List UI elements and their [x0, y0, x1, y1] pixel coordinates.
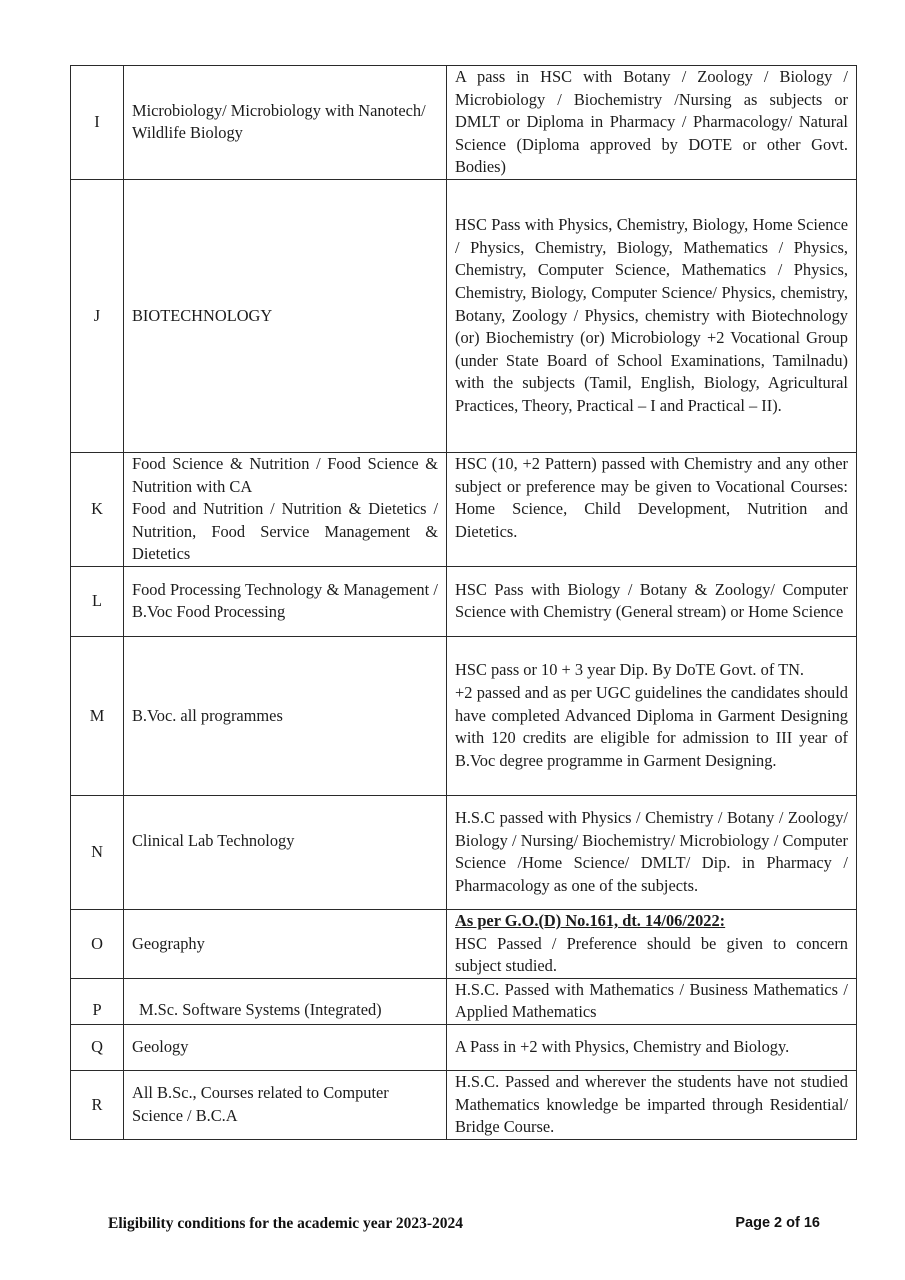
course-name: [124, 795, 447, 909]
course-line: BIOTECHNOLOGY: [132, 305, 273, 325]
eligibility-line: HSC pass or 10 + 3 year Dip. By DoTE Govt. of TN.: [455, 660, 805, 680]
eligibility-line: H.S.C. Passed and wherever the students have not studied Mathematics knowledge be imparted through Residential/ Bridge Course.: [455, 1071, 848, 1137]
course-line: Geography: [132, 933, 205, 953]
course-line: Food Processing Technology & Management / B.Voc Food Processing: [132, 579, 438, 622]
row-code: P: [71, 978, 124, 1024]
course-name: [124, 566, 447, 636]
eligibility-line: HSC Pass with Biology / Botany & Zoology/ Computer Science with Chemistry (General stream) or Home Science: [455, 579, 848, 622]
table-row: [71, 636, 857, 795]
course-line: M.Sc. Software Systems (Integrated): [139, 1000, 382, 1020]
table-row: [71, 1024, 857, 1070]
table-row: [71, 452, 857, 566]
eligibility-line: +2 passed and as per UGC guidelines the candidates should have completed Advanced Diploma in Garment Designing with 120 credits are eligible for admission to III year of B.Voc degree programme in Garment Designing.: [455, 683, 848, 770]
eligibility-line: H.S.C. Passed with Mathematics / Business Mathematics / Applied Mathematics: [455, 979, 848, 1022]
eligibility-line: H.S.C passed with Physics / Chemistry / Botany / Zoology/ Biology / Nursing/ Biochemistry/ Microbiology / Computer Science /Home Science/ DMLT/ Dip. in Pharmacy / Pharmacology as one of the subjects.: [455, 808, 848, 896]
page-number: Page 2 of 16: [735, 1215, 820, 1231]
course-line: Microbiology/ Microbiology with Nanotech/ Wildlife Biology: [132, 100, 426, 143]
course-line: Clinical Lab Technology: [132, 830, 295, 850]
row-code: N: [71, 795, 124, 909]
eligibility-text: [447, 1070, 857, 1139]
row-code: O: [71, 909, 124, 978]
eligibility-table: [70, 65, 857, 1140]
eligibility-line: HSC (10, +2 Pattern) passed with Chemistry and any other subject or preference may be given to Vocational Courses: Home Science, Child Development, Nutrition and Dietetics.: [455, 453, 848, 541]
course-name: [124, 452, 447, 566]
table-row: [71, 179, 857, 452]
row-code: M: [71, 636, 124, 795]
table-row: [71, 566, 857, 636]
course-name: [124, 1024, 447, 1070]
course-line: Food and Nutrition / Nutrition & Dietetics / Nutrition, Food Service Management & Dietetics: [132, 499, 438, 564]
course-name: [124, 179, 447, 452]
row-code: L: [71, 566, 124, 636]
eligibility-line: A Pass in +2 with Physics, Chemistry and Biology.: [455, 1037, 790, 1057]
eligibility-heading: As per G.O.(D) No.161, dt. 14/06/2022:: [455, 910, 726, 930]
row-code: I: [71, 66, 124, 180]
row-code: R: [71, 1070, 124, 1139]
table-row: [71, 978, 857, 1024]
eligibility-line: HSC Passed / Preference should be given to concern subject studied.: [455, 933, 848, 976]
course-name: [124, 636, 447, 795]
eligibility-text: [447, 566, 857, 636]
table-row: [71, 1070, 857, 1139]
course-name: [124, 909, 447, 978]
eligibility-line: A pass in HSC with Botany / Zoology / Biology / Microbiology / Biochemistry /Nursing as subjects or DMLT or Diploma in Pharmacy / Pharmacology/ Natural Science (Diploma approved by DOTE or other Govt. Bodies): [455, 67, 848, 177]
course-line: B.Voc. all programmes: [132, 705, 283, 725]
row-code: Q: [71, 1024, 124, 1070]
eligibility-text: [447, 636, 857, 795]
eligibility-text: [447, 795, 857, 909]
course-name: [124, 978, 447, 1024]
eligibility-line: HSC Pass with Physics, Chemistry, Biology, Home Science / Physics, Chemistry, Biology, Mathematics / Physics, Chemistry, Computer Science, Mathematics / Physics, Chemistry, Biology, Computer Science/ Physics, chemistry, Botany, Zoology / Physics, chemistry with Biotechnology (or) Biochemistry (or) Microbiology +2 Vocational Group (under State Board of School Examinations, Tamilnadu) with the subjects (Tamil, English, Biology, Agricultural Practices, Theory, Practical – I and Practical – II).: [455, 215, 848, 416]
course-line: Geology: [132, 1037, 189, 1057]
course-name: [124, 1070, 447, 1139]
table-row: [71, 66, 857, 180]
eligibility-text: [447, 1024, 857, 1070]
course-line: All B.Sc., Courses related to Computer Science / B.C.A: [132, 1083, 389, 1125]
eligibility-text: [447, 909, 857, 978]
eligibility-text: [447, 978, 857, 1024]
course-name: [124, 66, 447, 180]
eligibility-text: [447, 66, 857, 180]
table-row: [71, 795, 857, 909]
row-code: K: [71, 452, 124, 566]
footer-title: Eligibility conditions for the academic year 2023-2024: [108, 1215, 464, 1232]
table-row: [71, 909, 857, 978]
eligibility-text: [447, 179, 857, 452]
row-code: J: [71, 179, 124, 452]
eligibility-text: [447, 452, 857, 566]
course-line: Food Science & Nutrition / Food Science & Nutrition with CA: [132, 453, 438, 496]
